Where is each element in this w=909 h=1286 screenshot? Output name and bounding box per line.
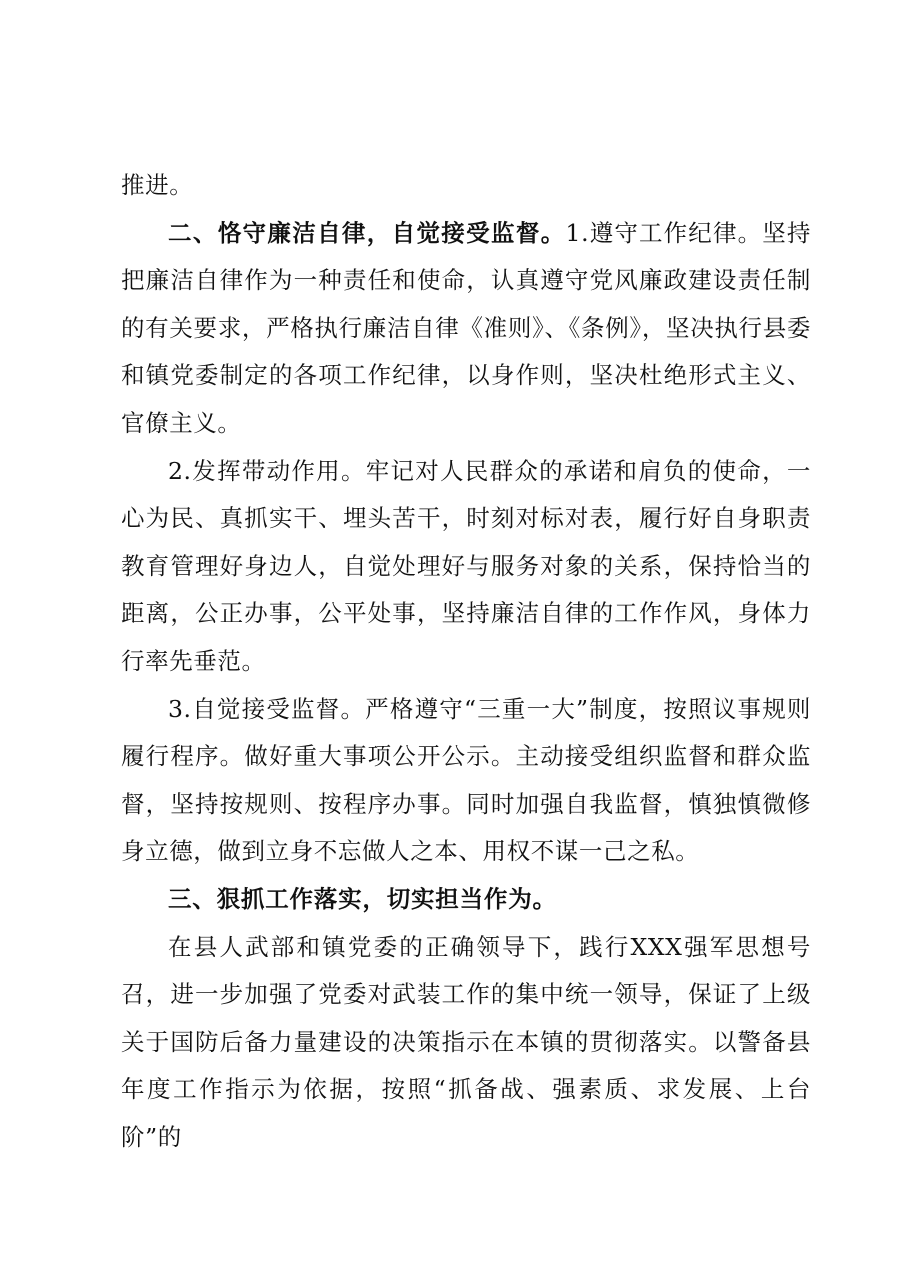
section-heading-three: 三、狠抓工作落实，切实担当作为。 xyxy=(168,884,557,913)
paragraph-section-two xyxy=(121,210,811,448)
paragraph-text: 在县人武部和镇党委的正确领导下，践行XXX强军思想号召，进一步加强了党委对武装工作的集中统一领导，保证了上级关于国防后备力量建设的决策指示在本镇的贯彻落实。以警备县年度工作指示为依据，按照“抓备战、强素质、求发展、上台阶”的 xyxy=(121,932,811,1151)
paragraph-text: 推进。 xyxy=(121,171,194,199)
paragraph-text: 2.发挥带动作用。牢记对人民群众的承诺和肩负的使命，一心为民、真抓实干、埋头苦干，时刻对标对表，履行好自身职责教育管理好身边人，自觉处理好与服务对象的关系，保持恰当的距离，公正办事，公平处事，坚持廉洁自律的工作作风，身体力行率先垂范。 xyxy=(121,456,811,675)
document-body xyxy=(121,162,811,1161)
paragraph-section-three xyxy=(121,876,811,924)
paragraph-text: 3.自觉接受监督。严格遵守“三重一大”制度，按照议事规则履行程序。做好重大事项公开公示。主动接受组织监督和群众监督，坚持按规则、按程序办事。同时加强自我监督，慎独慎微修身立德，做到立身不忘做人之本、用权不谋一己之私。 xyxy=(121,694,811,866)
paragraph-item-three xyxy=(121,686,811,876)
paragraph-item-two xyxy=(121,448,811,686)
section-heading-two: 二、恪守廉洁自律，自觉接受监督。 xyxy=(168,218,566,247)
paragraph-section-three-body xyxy=(121,924,811,1162)
paragraph-continuation xyxy=(121,162,811,210)
paragraph-text: 1.遵守工作纪律。坚持把廉洁自律作为一种责任和使命，认真遵守党风廉政建设责任制的有关要求，严格执行廉洁自律《准则》、《条例》，坚决执行县委和镇党委制定的各项工作纪律，以身作则，坚决杜绝形式主义、官僚主义。 xyxy=(121,218,811,437)
